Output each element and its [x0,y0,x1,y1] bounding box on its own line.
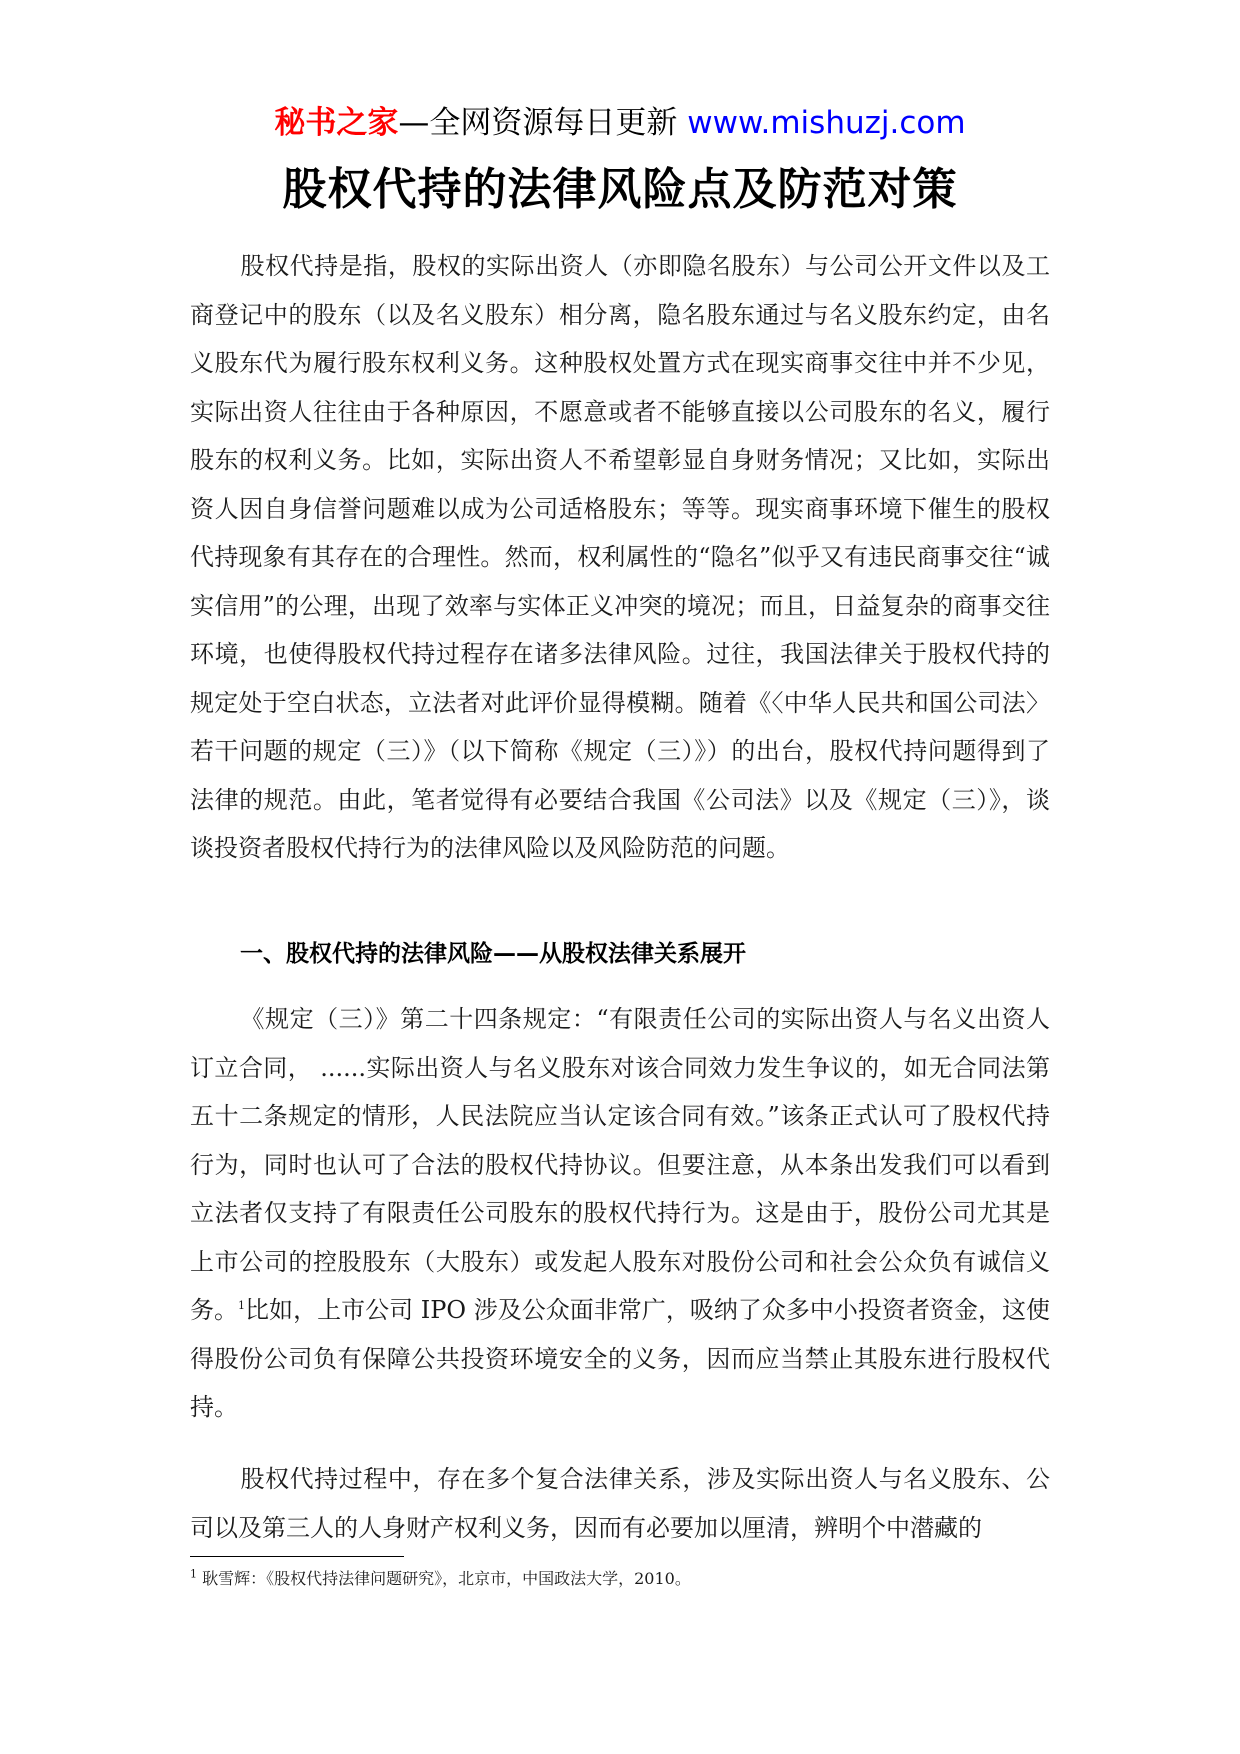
paragraph-article-24-text-b: 比如，上市公司 IPO 涉及公众面非常广，吸纳了众多中小投资者资金，这使得股份公司负有保障公共投资环境安全的义务，因而应当禁止其股东进行股权代持。 [190,1296,1051,1421]
section-heading-1: 一、股权代持的法律风险——从股权法律关系展开 [240,941,746,967]
header-tagline: —全网资源每日更新 [398,105,678,141]
paragraph-article-24 [190,995,1050,1432]
site-url-link[interactable]: www.mishuzj.com [687,105,966,141]
footnote-text: 耿雪辉：《股权代持法律问题研究》，北京市，中国政法大学，2010。 [202,1569,691,1588]
paragraph-legal-relations-text: 股权代持过程中，存在多个复合法律关系，涉及实际出资人与名义股东、公司以及第三人的人身财产权利义务，因而有必要加以厘清，辨明个中潜藏的 [190,1465,1050,1542]
footnote [190,1567,691,1591]
footnote-divider [190,1556,404,1557]
site-header [0,100,1240,146]
brand-name: 秘书之家 [274,105,399,141]
footnote-reference[interactable]: 1 [238,1299,246,1312]
paragraph-intro [190,242,1050,873]
footnote-number: 1 [190,1567,197,1581]
paragraph-intro-text: 股权代持是指，股权的实际出资人（亦即隐名股东）与公司公开文件以及工商登记中的股东（以及名义股东）相分离，隐名股东通过与名义股东约定，由名义股东代为履行股东权利义务。这种股权处置方式在现实商事交往中并不少见，实际出资人往往由于各种原因，不愿意或者不能够直接以公司股东的名义，履行股东的权利义务。比如，实际出资人不希望彰显自身财务情况；又比如，实际出资人因自身信誉问题难以成为公司适格股东；等等。现实商事环境下催生的股权代持现象有其存在的合理性。然而，权利属性的“隐名”似乎又有违民商事交往“诚实信用”的公理，出现了效率与实体正义冲突的境况；而且，日益复杂的商事交往环境，也使得股权代持过程存在诸多法律风险。过往，我国法律关于股权代持的规定处于空白状态，立法者对此评价显得模糊。随着《〈中华人民共和国公司法〉若干问题的规定（三）》（以下简称《规定（三）》）的出台，股权代持问题得到了法律的规范。由此，笔者觉得有必要结合我国《公司法》以及《规定（三）》，谈谈投资者股权代持行为的法律风险以及风险防范的问题。 [190,252,1050,862]
paragraph-legal-relations [190,1455,1050,1552]
document-title: 股权代持的法律风险点及防范对策 [282,164,958,215]
paragraph-article-24-text-a: 《规定（三）》第二十四条规定：“有限责任公司的实际出资人与名义出资人订立合同， ......实际出资人与名义股东对该合同效力发生争议的，如无合同法第五十二条规定的情形，人民法院应当认定该合同有效。”该条正式认可了股权代持行为，同时也认可了合法的股权代持协议。但要注意，从本条出发我们可以看到立法者仅支持了有限责任公司股东的股权代持行为。这是由于，股份公司尤其是上市公司的控股股东（大股东）或发起人股东对股份公司和社会公众负有诚信义务。 [190,1005,1050,1324]
